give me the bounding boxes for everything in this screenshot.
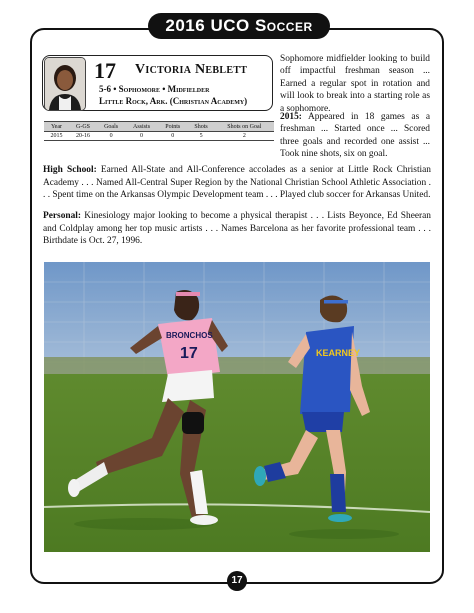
player-number: 17 xyxy=(94,58,116,83)
personal-text: Kinesiology major looking to become a physical therapist . . . Lists Beyonce, Ed Sheeran and Coldplay among her top music artists . . . Names Barcelona as her favorite professional team . . . Birthdate is Oct. 27, 1996. xyxy=(43,211,431,247)
stats-cell: 0 xyxy=(125,132,158,141)
stats-col-ggs: G-GS xyxy=(69,122,97,132)
player-details: 5-6 • Sophomore • Midfielder xyxy=(99,84,210,94)
season-2015-label: 2015: xyxy=(280,112,302,122)
stats-cell: 2015 xyxy=(44,132,69,141)
stats-table xyxy=(44,121,274,141)
stats-col-shots: Shots xyxy=(188,122,215,132)
stats-col-shots-on-goal: Shots on Goal xyxy=(215,122,274,132)
action-photo xyxy=(44,262,430,552)
stats-cell: 5 xyxy=(188,132,215,141)
personal-paragraph xyxy=(43,210,431,248)
stats-cell: 2 xyxy=(215,132,274,141)
jersey-right-text: KEARNEY xyxy=(316,348,361,358)
header-title: UCO Soccer xyxy=(210,16,313,35)
season-2015-paragraph xyxy=(280,111,430,161)
player-hometown: Little Rock, Ark. (Christian Academy) xyxy=(99,96,248,106)
intro-paragraph: Sophomore midfielder looking to build off impactful freshman season ... Earned a regular spot in rotation and will look to break into a starting role as a sophomore. xyxy=(280,54,430,114)
headshot-image xyxy=(45,58,85,110)
high-school-paragraph xyxy=(43,164,431,202)
stats-cell: 20-16 xyxy=(69,132,97,141)
stats-header-row xyxy=(44,122,274,132)
page-header xyxy=(148,13,330,39)
stats-col-year: Year xyxy=(44,122,69,132)
player-name: Victoria Neblett xyxy=(135,62,248,77)
stats-col-assists: Assists xyxy=(125,122,158,132)
player-headshot xyxy=(44,57,86,111)
jersey-left-number: 17 xyxy=(180,345,198,362)
jersey-left-text: BRONCHOS xyxy=(166,331,213,340)
stats-cell: 0 xyxy=(158,132,188,141)
high-school-label: High School: xyxy=(43,165,97,175)
header-year: 2016 xyxy=(165,16,206,35)
stats-col-points: Points xyxy=(158,122,188,132)
season-2015-text: Appeared in 18 games as a freshman ... Started once ... Scored three goals and recorded one assist ... Took nine shots, six on goal. xyxy=(280,112,431,160)
stats-cell: 0 xyxy=(97,132,125,141)
action-photo-image xyxy=(44,262,430,552)
table-row xyxy=(44,132,274,141)
personal-label: Personal: xyxy=(43,211,82,221)
page-number: 17 xyxy=(227,571,247,591)
high-school-text: Earned All-State and All-Conference accolades as a senior at Little Rock Christian Academy . . . Named All-Central Super Region by the National Christian School Athletic Association . . . Spent time on the Arkansas Olympic Development team . . . Played club soccer for Arkansas United. xyxy=(43,165,431,201)
stats-col-goals: Goals xyxy=(97,122,125,132)
